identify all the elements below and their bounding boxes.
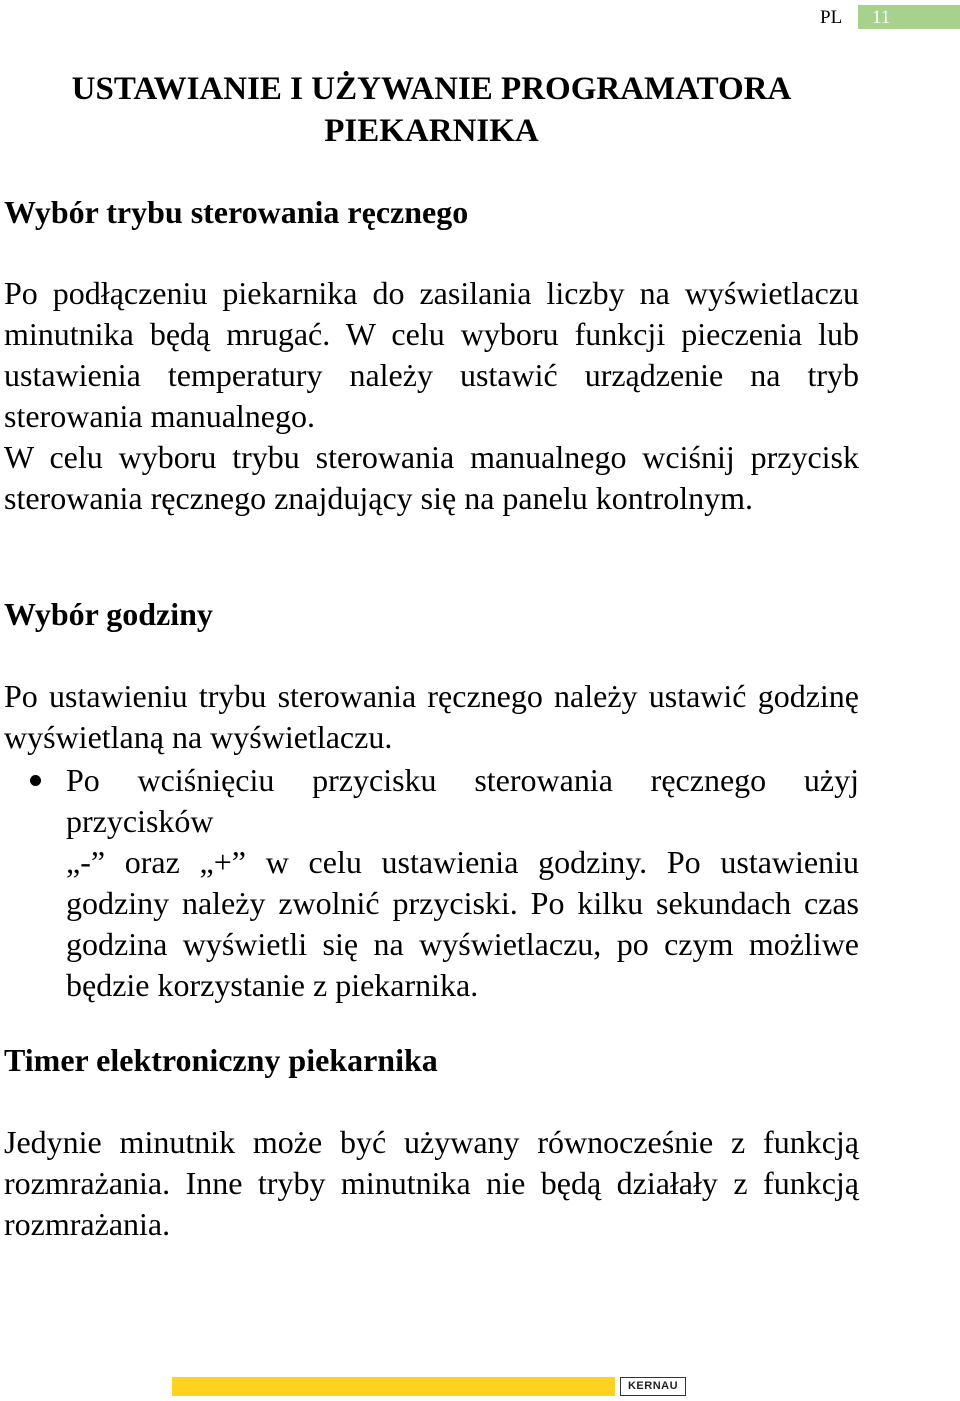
page-number-box xyxy=(858,5,960,29)
section-heading-manual-mode: Wybór trybu sterowania ręcznego xyxy=(4,194,469,230)
bullet-icon xyxy=(30,775,41,786)
bullet-text-line2: „-” oraz „+” w celu ustawienia godziny. Po ustawieniu godziny należy zwolnić przyciski. Po kilku sekundach czas godzina wyświetli się na wyświetlaczu, po czym możliwe będzie korzystanie z piekarnika. xyxy=(66,844,859,1003)
page-title: USTAWIANIE I UŻYWANIE PROGRAMATORA PIEKARNIKA xyxy=(71,71,792,149)
bullet-text-line1: Po wciśnięciu przycisku sterowania ręcznego użyj przycisków xyxy=(66,762,859,839)
section-heading-time-selection: Wybór godziny xyxy=(4,596,213,632)
paragraph: Po ustawieniu trybu sterowania ręcznego należy ustawić godzinę wyświetlaną na wyświetlaczu. xyxy=(4,678,859,755)
paragraph: Po podłączeniu piekarnika do zasilania liczby na wyświetlaczu minutnika będą mrugać. W celu wyboru funkcji pieczenia lub ustawienia temperatury należy ustawić urządzenie na tryb sterowania manualnego. xyxy=(4,275,859,434)
language-label: PL xyxy=(820,7,843,28)
section-heading-electronic-timer: Timer elektroniczny piekarnika xyxy=(4,1042,438,1078)
footer-bar xyxy=(172,1377,615,1396)
brand-logo: KERNAU xyxy=(620,1377,686,1396)
paragraph: W celu wyboru trybu sterowania manualnego wciśnij przycisk sterowania ręcznego znajdujący się na panelu kontrolnym. xyxy=(4,439,859,516)
paragraph: Jedynie minutnik może być używany równocześnie z funkcją rozmrażania. Inne tryby minutnika nie będą działały z funkcją rozmrażania. xyxy=(4,1124,859,1242)
page-number: 11 xyxy=(872,7,891,28)
page-header xyxy=(808,4,960,30)
